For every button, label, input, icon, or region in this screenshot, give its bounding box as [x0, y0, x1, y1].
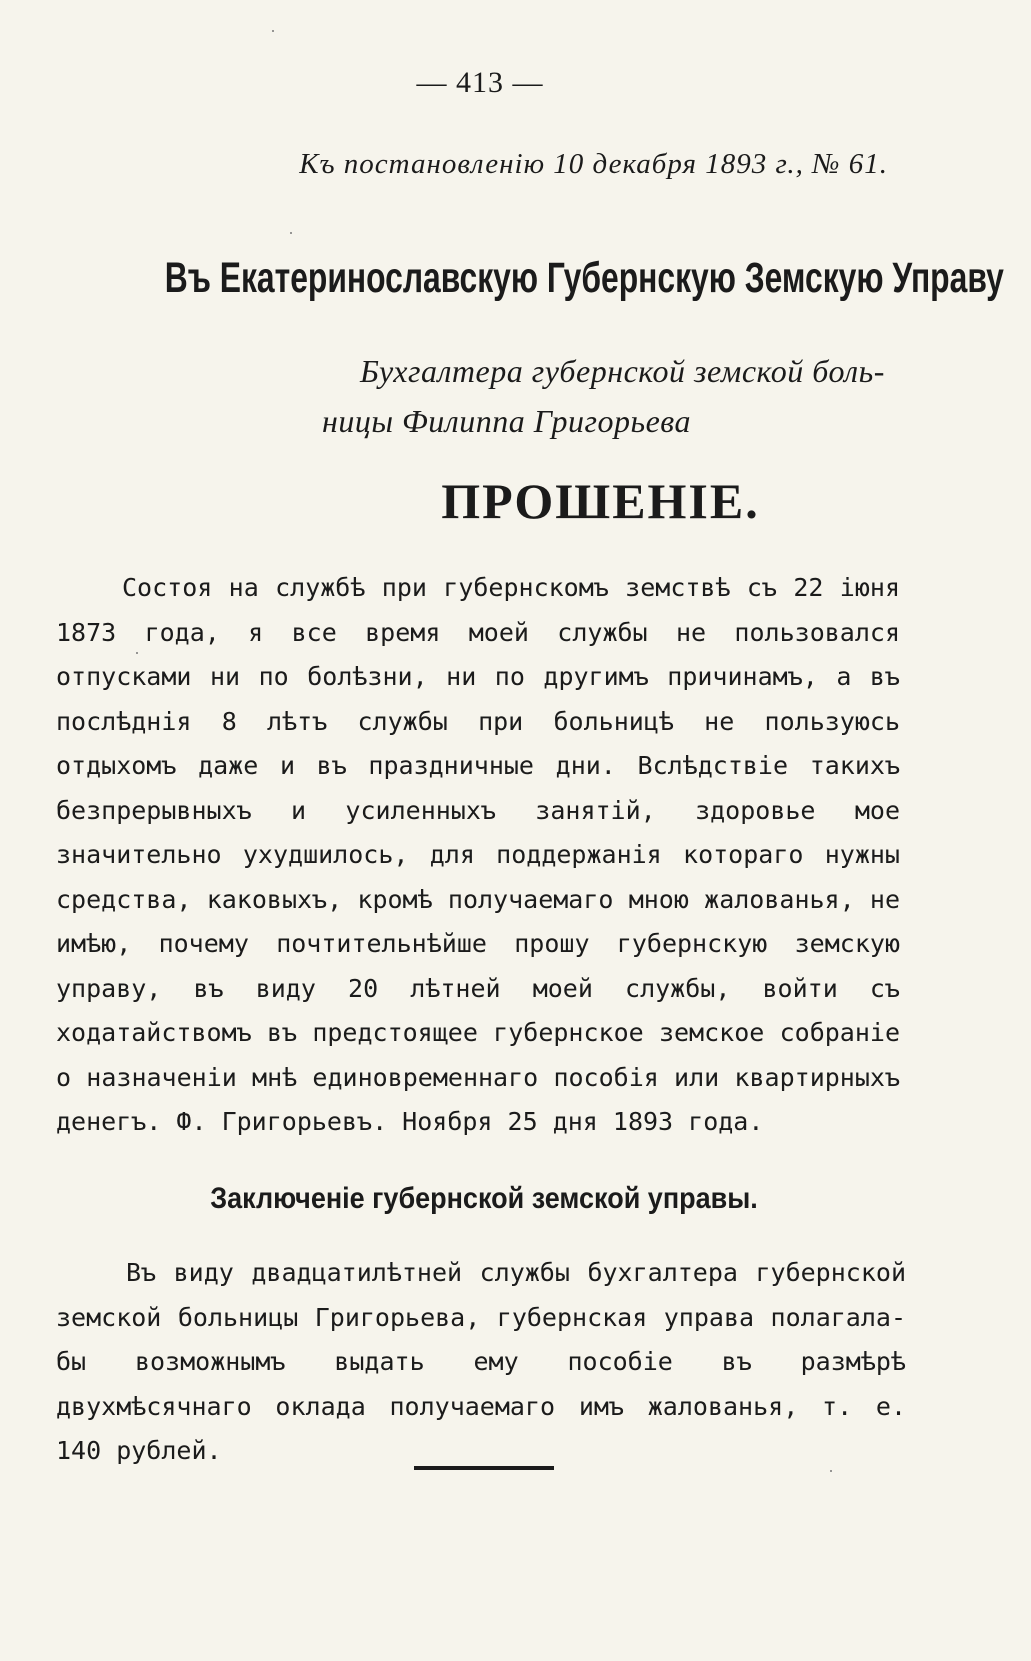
- sender-line-2: ницы Филиппа Григорьева: [322, 403, 691, 439]
- resolution-reference: Къ постановленію 10 декабря 1893 г., № 61.: [299, 148, 888, 180]
- paper-speck: [830, 1470, 832, 1472]
- petition-body: Состоя на службѣ при губернскомъ земствѣ съ 22 іюня 1873 года, я все время моей службы не пользовался отпусками ни по болѣзни, ни по другимъ причинамъ, а въ послѣднія 8 лѣтъ службы при больницѣ не пользуюсь отдыхомъ даже и въ праздничные дни. Вслѣдствіе такихъ безпрерывныхъ и усиленныхъ занятій, здоровье мое значительно ухудшилось, для поддержанія котораго нужны средства, каковыхъ, кромѣ получаемаго мною жалованья, не имѣю, почему почтительнѣйше прошу губернскую земскую управу, въ виду 20 лѣтней моей службы, войти съ ходатайствомъ въ предстоящее губернское земское собраніе о назначеніи мнѣ единовременнаго пособія или квартирныхъ денегъ. Ф. Григорьевъ. Ноября 25 дня 1893 года.: [56, 573, 900, 1136]
- conclusion-body: Въ виду двадцатилѣтней службы бухгалтера губернской земской больницы Григорьева, губернская управа полагала-бы возможнымъ выдать ему пособіе въ размѣрѣ двухмѣсячнаго оклада получаемаго имъ жалованья, т. е. 140 рублей.: [56, 1258, 906, 1465]
- paper-speck: [290, 232, 292, 234]
- paper-speck: [272, 30, 274, 32]
- page-number: — 413 —: [416, 66, 544, 99]
- sender-line-1: Бухгалтера губернской земской боль-: [360, 353, 885, 389]
- end-rule-divider: [414, 1466, 554, 1470]
- conclusion-heading: Заключеніе губернской земской управы.: [210, 1182, 758, 1215]
- addressee-heading: Въ Екатеринославскую Губернскую Земскую Управу: [164, 254, 1004, 302]
- paper-speck: [136, 652, 138, 654]
- petition-title: ПРОШЕНІЕ.: [441, 473, 760, 529]
- sender-block: [322, 346, 902, 446]
